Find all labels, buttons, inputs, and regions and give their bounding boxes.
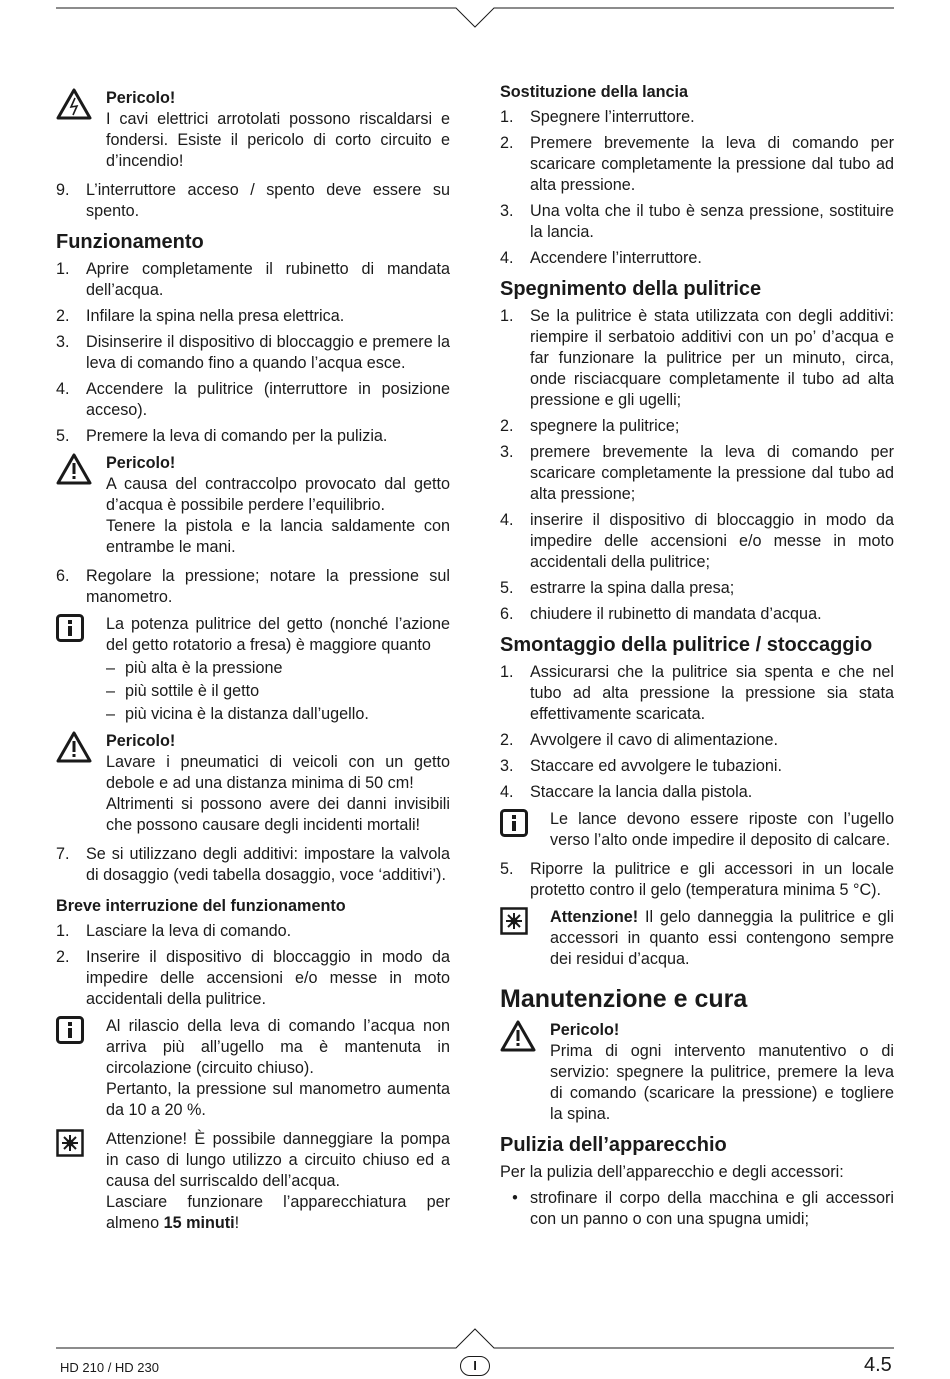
subsection-heading: Sostituzione della lancia — [500, 83, 688, 101]
warning-exclamation-icon — [56, 731, 92, 763]
note-text: I cavi elettrici arrotolati possono riscaldarsi e fondersi. Esiste il pericolo di corto circuito e d’incendio! — [106, 110, 450, 170]
list-item: – più sottile è il getto — [106, 682, 260, 700]
list-item: 4. Accendere l’interruttore. — [500, 249, 702, 267]
list-item: 6. Regolare la pressione; notare la pressione sul manometro. — [56, 567, 450, 606]
damage-warning-icon — [500, 907, 528, 935]
section-heading: Spegnimento della pulitrice — [500, 278, 762, 300]
section-heading: Funzionamento — [56, 231, 204, 253]
header-rule — [0, 0, 950, 40]
list-item: 2. Infilare la spina nella presa elettrica. — [56, 307, 345, 325]
note-title: Pericolo! — [550, 1021, 620, 1039]
list-item: 9. L’interruttore acceso / spento deve essere su spento. — [56, 181, 450, 220]
warning-triangle-icon — [56, 88, 92, 120]
note-text: Attenzione! Il gelo danneggia la pulitrice e gli accessori in quanto essi contengono sempre dei residui d’acqua. — [550, 908, 894, 968]
section-heading: Smontaggio della pulitrice / stoccaggio — [500, 634, 873, 656]
note-text: La potenza pulitrice del getto (nonché l’azione del getto rotatorio a fresa) è maggiore quanto — [106, 615, 450, 654]
danger-note — [56, 731, 450, 836]
list-item: 1. Lasciare la leva di comando. — [56, 922, 292, 940]
list-item: 6. chiudere il rubinetto di mandata d’acqua. — [500, 605, 822, 623]
left-column — [56, 82, 450, 1242]
note-text: Prima di ogni intervento manutentivo o di servizio: spegnere la pulitrice, premere la leva di comando (scaricare la pressione) e togliere la spina. — [550, 1042, 894, 1123]
note-text: Lavare i pneumatici di veicoli con un getto debole e ad una distanza minima di 50 cm! — [106, 753, 450, 792]
danger-note — [56, 453, 450, 558]
note-title: Pericolo! — [106, 89, 176, 107]
list-item: 3. Staccare ed avvolgere le tubazioni. — [500, 757, 782, 775]
list-item: – più alta è la pressione — [106, 659, 283, 677]
page-number: 4.5 — [864, 1354, 892, 1376]
note-text: Lasciare funzionare l’apparecchiatura per almeno 15 minuti! — [106, 1193, 450, 1232]
list-item: 4. Accendere la pulitrice (interruttore in posizione acceso). — [56, 380, 450, 419]
list-item: 3. premere brevemente la leva di comando per scaricare completamente la pressione dal tubo ad alta pressione; — [500, 443, 894, 503]
list-item: 3. Disinserire il dispositivo di bloccaggio e premere la leva di comando fino a quando l’acqua esce. — [56, 333, 450, 372]
info-icon — [500, 809, 528, 837]
bullet-item: • strofinare il corpo della macchina e gli accessori con un panno o con una spugna umidi; — [512, 1189, 894, 1228]
danger-note — [56, 88, 450, 172]
damage-warning-icon — [56, 1129, 84, 1157]
list-item: 5. estrarre la spina dalla presa; — [500, 579, 735, 597]
note-text: Le lance devono essere riposte con l’ugello verso l’alto onde impedire il deposito di calcare. — [550, 810, 894, 849]
list-item: 1. Se la pulitrice è stata utilizzata con degli additivi: riempire il serbatoio additivi con un po’ d’acqua e far funzionare la pulitrice per un minuto, circa, onde risciacquare completamente il tubo ad alta pressione e gli ugelli; — [500, 307, 894, 409]
footer-rule — [0, 1322, 950, 1352]
note-text: Tenere la pistola e la lancia saldamente con entrambe le mani. — [106, 517, 450, 556]
right-column — [500, 82, 894, 1235]
chapter-heading: Manutenzione e cura — [500, 985, 748, 1013]
list-item: 2. spegnere la pulitrice; — [500, 417, 680, 435]
list-item: 5. Premere la leva di comando per la pulizia. — [56, 427, 388, 445]
list-item: 7. Se si utilizzano degli additivi: impostare la valvola di dosaggio (vedi tabella dosaggio, voce ‘additivi’). — [56, 845, 450, 884]
language-code: I — [473, 1358, 477, 1373]
note-text: Al rilascio della leva di comando l’acqua non arriva più all’ugello ma è mantenuta in circolazione (circuito chiuso). — [106, 1017, 450, 1077]
warning-exclamation-icon — [56, 453, 92, 485]
list-item: – più vicina è la distanza dall’ugello. — [106, 705, 369, 723]
note-text: Altrimenti si possono avere dei danni invisibili che possono causare degli incidenti mortali! — [106, 795, 450, 834]
attention-note — [56, 1129, 450, 1234]
paragraph: Per la pulizia dell’apparecchio e degli accessori: — [500, 1163, 844, 1181]
language-badge — [460, 1356, 490, 1376]
info-icon — [56, 1016, 84, 1044]
list-item: 1. Aprire completamente il rubinetto di mandata dell’acqua. — [56, 260, 450, 299]
list-item: 1. Assicurarsi che la pulitrice sia spenta e che nel tubo ad alta pressione la pressione sia stata effettivamente scaricata. — [500, 663, 894, 723]
list-item: 4. inserire il dispositivo di bloccaggio in modo da impedire delle accensioni e/o messe in moto accidentali della pulitrice; — [500, 511, 894, 571]
model-label: HD 210 / HD 230 — [60, 1360, 159, 1375]
list-item: 3. Una volta che il tubo è senza pressione, sostituire la lancia. — [500, 202, 894, 241]
list-item: 2. Inserire il dispositivo di bloccaggio in modo da impedire delle accensioni e/o messe in moto accidentali della pulitrice. — [56, 948, 450, 1008]
list-item: 2. Premere brevemente la leva di comando per scaricare completamente la pressione dal tubo ad alta pressione. — [500, 134, 894, 194]
danger-note — [500, 1020, 894, 1125]
note-text: A causa del contraccolpo provocato dal getto d’acqua è possibile perdere l’equilibrio. — [106, 475, 450, 514]
attention-note — [500, 907, 894, 970]
info-icon — [56, 614, 84, 642]
list-item: 1. Spegnere l’interruttore. — [500, 108, 695, 126]
list-item: 4. Staccare la lancia dalla pistola. — [500, 783, 753, 801]
subsection-heading: Breve interruzione del funzionamento — [56, 897, 346, 915]
list-item: 2. Avvolgere il cavo di alimentazione. — [500, 731, 779, 749]
note-title: Pericolo! — [106, 732, 176, 750]
note-title: Pericolo! — [106, 454, 176, 472]
list-item: 5. Riporre la pulitrice e gli accessori in un locale protetto contro il gelo (temperatura minima 5 °C). — [500, 860, 894, 899]
warning-exclamation-icon — [500, 1020, 536, 1052]
info-note — [56, 614, 450, 656]
note-text: Pertanto, la pressione sul manometro aumenta da 10 a 20 %. — [106, 1080, 450, 1119]
note-text: Attenzione! È possibile danneggiare la pompa in caso di lungo utilizzo a circuito chiuso ed a causa del surriscaldo dell’acqua. — [106, 1130, 450, 1190]
info-note — [500, 809, 894, 851]
section-heading: Pulizia dell’apparecchio — [500, 1134, 727, 1156]
info-note — [56, 1016, 450, 1121]
